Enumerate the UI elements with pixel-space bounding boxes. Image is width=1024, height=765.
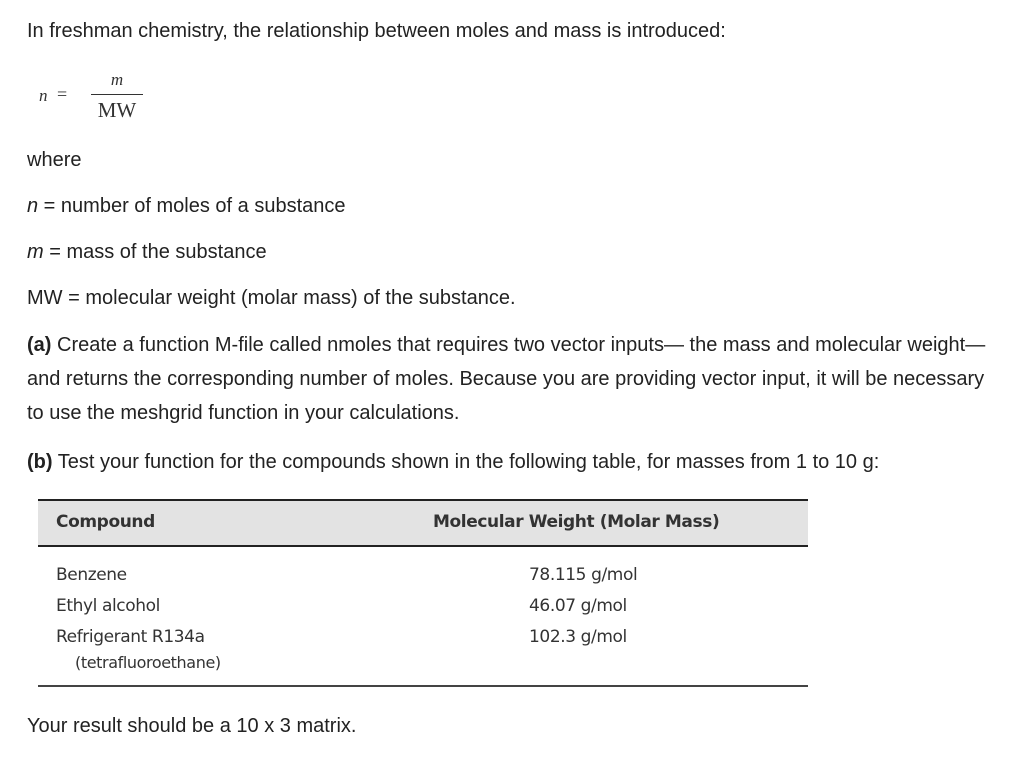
formula-numerator: m [110, 70, 124, 89]
intro-text: In freshman chemistry, the relationship between moles and mass is introduced: [27, 20, 726, 42]
row-r134a-compound: Refrigerant R134a [56, 627, 205, 647]
row-ethyl-alcohol-mw: 46.07 g/mol [529, 596, 627, 616]
row-r134a-note: (tetrafluoroethane) [75, 653, 221, 672]
row-r134a-mw: 102.3 g/mol [529, 627, 627, 647]
part-b-label: (b) [27, 451, 53, 473]
formula-lhs: n [39, 86, 48, 105]
definition-mw [27, 281, 516, 315]
where-text: where [27, 149, 82, 171]
definition-n-text: = number of moles of a substance [38, 195, 346, 217]
compound-table [38, 499, 808, 687]
result-text: Your result should be a 10 x 3 matrix. [27, 715, 357, 737]
formula-fraction [91, 68, 143, 122]
definition-mw-symbol: MW [27, 287, 63, 309]
formula-denominator: MW [97, 98, 137, 122]
part-a-label: (a) [27, 334, 52, 356]
table-header [38, 499, 808, 547]
definition-n-symbol: n [27, 195, 39, 217]
header-molecular-weight: Molecular Weight (Molar Mass) [433, 512, 720, 532]
table-body [38, 547, 808, 687]
row-ethyl-alcohol-compound: Ethyl alcohol [56, 596, 160, 616]
formula-equals: = [57, 84, 68, 104]
definition-m [27, 235, 267, 269]
definition-mw-text: = molecular weight (molar mass) of the substance. [62, 287, 516, 309]
part-a-text: Create a function M-file called nmoles that requires two vector inputs— the mass and molecular weight—and returns the corresponding number of moles. Because you are providing vector input, it will be necessary to use the meshgrid function in your calculations. [27, 334, 986, 424]
definition-n [27, 189, 346, 223]
fraction-bar [91, 94, 143, 95]
row-benzene-compound: Benzene [56, 565, 127, 585]
definition-m-symbol: m [27, 241, 44, 263]
part-b-text: Test your function for the compounds shown in the following table, for masses from 1 to 10 g: [52, 451, 880, 473]
part-a [27, 328, 987, 430]
definition-m-text: = mass of the substance [43, 241, 267, 263]
part-b [27, 445, 879, 479]
header-compound: Compound [56, 512, 155, 532]
row-benzene-mw: 78.115 g/mol [529, 565, 638, 585]
